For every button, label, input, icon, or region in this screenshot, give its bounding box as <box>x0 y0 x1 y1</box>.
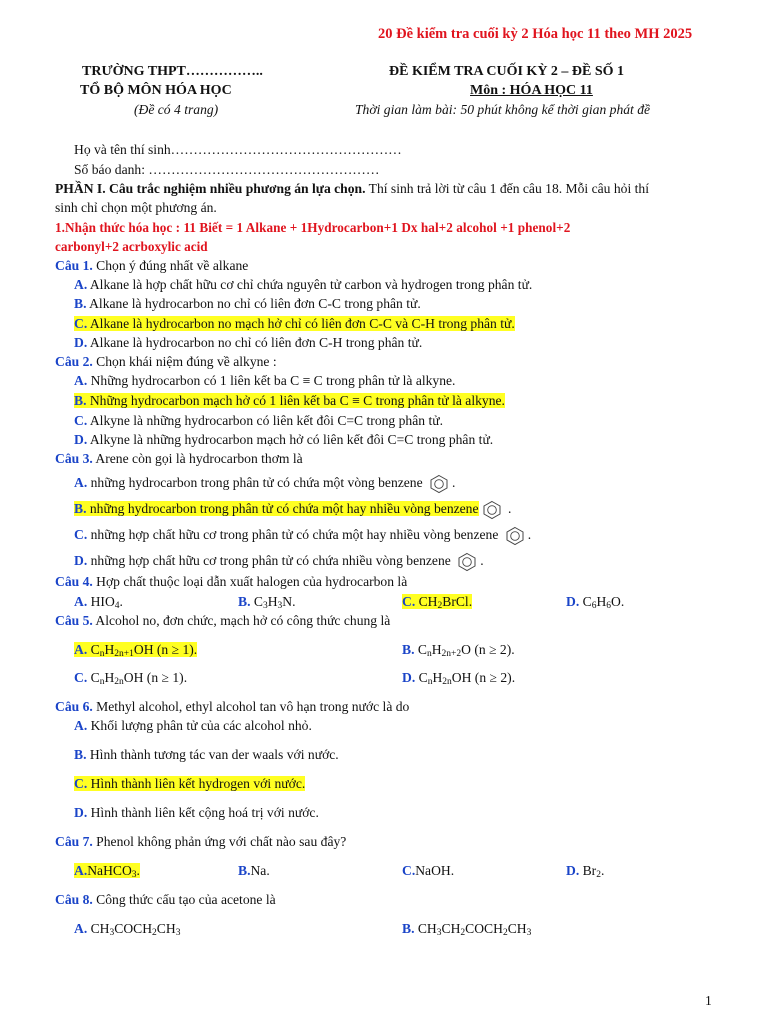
benzene-ring-icon <box>504 526 526 546</box>
exam-subject: Môn : HÓA HỌC 11 <box>470 83 593 98</box>
q7-option-d[interactable]: D. $Br_2$. <box>566 863 605 880</box>
q4-option-c[interactable]: C. $CH_2BrCl$. <box>402 594 473 611</box>
q5-option-a[interactable]: A. $C_nH_{2n+1}OH$ (n ≥ 1). <box>74 642 198 659</box>
school-name: TRƯỜNG THPT…………….. <box>82 64 263 79</box>
q3-option-c[interactable]: C. những hợp chất hữu cơ trong phân tử có chứa một hay nhiều vòng benzene . <box>74 524 531 546</box>
q5-option-d[interactable]: D. $C_nH_{2n}OH$ (n ≥ 2). <box>402 670 516 687</box>
exam-title: ĐỀ KIỂM TRA CUỐI KỲ 2 – ĐỀ SỐ 1 <box>389 64 625 79</box>
q5-option-c[interactable]: C. $C_nH_{2n}OH$ (n ≥ 1). <box>74 670 188 687</box>
q6-option-d[interactable]: D. Hình thành liên kết cộng hoá trị với nước. <box>74 805 319 820</box>
question-label: Câu 1. <box>55 258 93 273</box>
q2-option-a[interactable]: A. Những hydrocarbon có 1 liên kết ba C ≡ C trong phân tử là alkyne. <box>74 373 456 388</box>
q6-option-b[interactable]: B. Hình thành tương tác van der waals với nước. <box>74 747 339 762</box>
question-8: Câu 8. Công thức cấu tạo của acetone là <box>55 892 276 907</box>
benzene-ring-icon <box>456 552 478 572</box>
exam-time: Thời gian làm bài: 50 phút không kể thời gian phát đề <box>355 102 651 117</box>
q6-option-a[interactable]: A. Khối lượng phân tử của các alcohol nhỏ. <box>74 718 312 733</box>
q8-option-a[interactable]: A. $CH_3COCH_2CH_3$ <box>74 921 181 938</box>
q3-option-d[interactable]: D. những hợp chất hữu cơ trong phân tử có chứa nhiều vòng benzene . <box>74 550 484 572</box>
q2-option-c[interactable]: C. Alkyne là những hydrocarbon có liên kết đôi C=C trong phân tử. <box>74 413 443 428</box>
student-id-line: Số báo danh: …………………………………………… <box>74 162 380 177</box>
q4-option-d[interactable]: D. $C_6H_6O$. <box>566 594 625 611</box>
question-5: Câu 5. Alcohol no, đơn chức, mạch hở có công thức chung là <box>55 613 391 628</box>
q7-option-c[interactable]: C.NaOH. <box>402 863 455 878</box>
part1-instructions-cont: sinh chỉ chọn một phương án. <box>55 200 217 215</box>
page-count-note: (Đề có 4 trang) <box>134 102 219 117</box>
q2-option-d[interactable]: D. Alkyne là những hydrocarbon mạch hở có liên kết đôi C=C trong phân tử. <box>74 432 494 447</box>
question-6: Câu 6. Methyl alcohol, ethyl alcohol tan vô hạn trong nước là do <box>55 699 410 714</box>
q1-option-a[interactable]: A. Alkane là hợp chất hữu cơ chỉ chứa nguyên tử carbon và hydrogen trong phân tử. <box>74 277 533 292</box>
question-2: Câu 2. Chọn khái niệm đúng về alkyne : <box>55 354 277 369</box>
question-1 <box>55 257 248 274</box>
q6-option-c[interactable]: C. Hình thành liên kết hydrogen với nước. <box>74 776 306 791</box>
q3-option-b[interactable]: B. những hydrocarbon trong phân tử có chứa một hay nhiều vòng benzene . <box>74 498 511 520</box>
question-3: Câu 3. Arene còn gọi là hydrocarbon thơm là <box>55 451 303 466</box>
q7-option-a[interactable]: A.NaHCO$_3$. <box>74 863 140 880</box>
q7-option-b[interactable]: B.Na. <box>238 863 270 878</box>
question-stem: Chọn ý đúng nhất về alkane <box>92 258 249 273</box>
q3-option-a[interactable]: A. những hydrocarbon trong phân tử có chứa một vòng benzene . <box>74 472 455 494</box>
part1-instructions: Thí sinh trả lời từ câu 1 đến câu 18. Mỗi câu hỏi thí <box>365 181 649 196</box>
part1-heading <box>55 180 649 197</box>
q2-option-b[interactable]: B. Những hydrocarbon mạch hở có 1 liên kết ba C ≡ C trong phân tử là alkyne. <box>74 393 505 408</box>
benzene-ring-icon <box>481 500 503 520</box>
matrix-note-line2: carbonyl+2 acrboxylic acid <box>55 239 208 254</box>
department-name: TỔ BỘ MÔN HÓA HỌC <box>80 83 232 98</box>
q8-option-b[interactable]: B. $CH_3CH_2COCH_2CH_3$ <box>402 921 532 938</box>
page-number: 1 <box>705 993 712 1008</box>
q4-option-b[interactable]: B. $C_3H_3N$. <box>238 594 296 611</box>
question-7: Câu 7. Phenol không phản ứng với chất nào sau đây? <box>55 834 347 849</box>
q1-option-c[interactable]: C. Alkane là hydrocarbon no mạch hở chỉ có liên đơn C-C và C-H trong phân tử. <box>74 316 515 331</box>
student-name-line: Họ và tên thí sinh…………………………………………… <box>74 142 402 157</box>
benzene-ring-icon <box>428 474 450 494</box>
question-4: Câu 4. Hợp chất thuộc loại dẫn xuất halogen của hydrocarbon là <box>55 574 408 589</box>
part1-title: PHẦN I. Câu trắc nghiệm nhiều phương án lựa chọn. <box>55 181 366 196</box>
banner-title: 20 Đề kiểm tra cuối kỳ 2 Hóa học 11 theo MH 2025 <box>378 26 693 42</box>
q1-option-b[interactable]: B. Alkane là hydrocarbon no chỉ có liên đơn C-C trong phân tử. <box>74 296 421 311</box>
q1-option-d[interactable]: D. Alkane là hydrocarbon no chỉ có liên đơn C-H trong phân tử. <box>74 335 423 350</box>
q4-option-a[interactable]: A. $HIO_4$. <box>74 594 123 611</box>
matrix-note-line1: 1.Nhận thức hóa học : 11 Biết = 1 Alkane + 1Hydrocarbon+1 Dx hal+2 alcohol +1 phenol+2 <box>55 220 571 235</box>
q5-option-b[interactable]: B. $C_nH_{2n+2}O$ (n ≥ 2). <box>402 642 515 659</box>
